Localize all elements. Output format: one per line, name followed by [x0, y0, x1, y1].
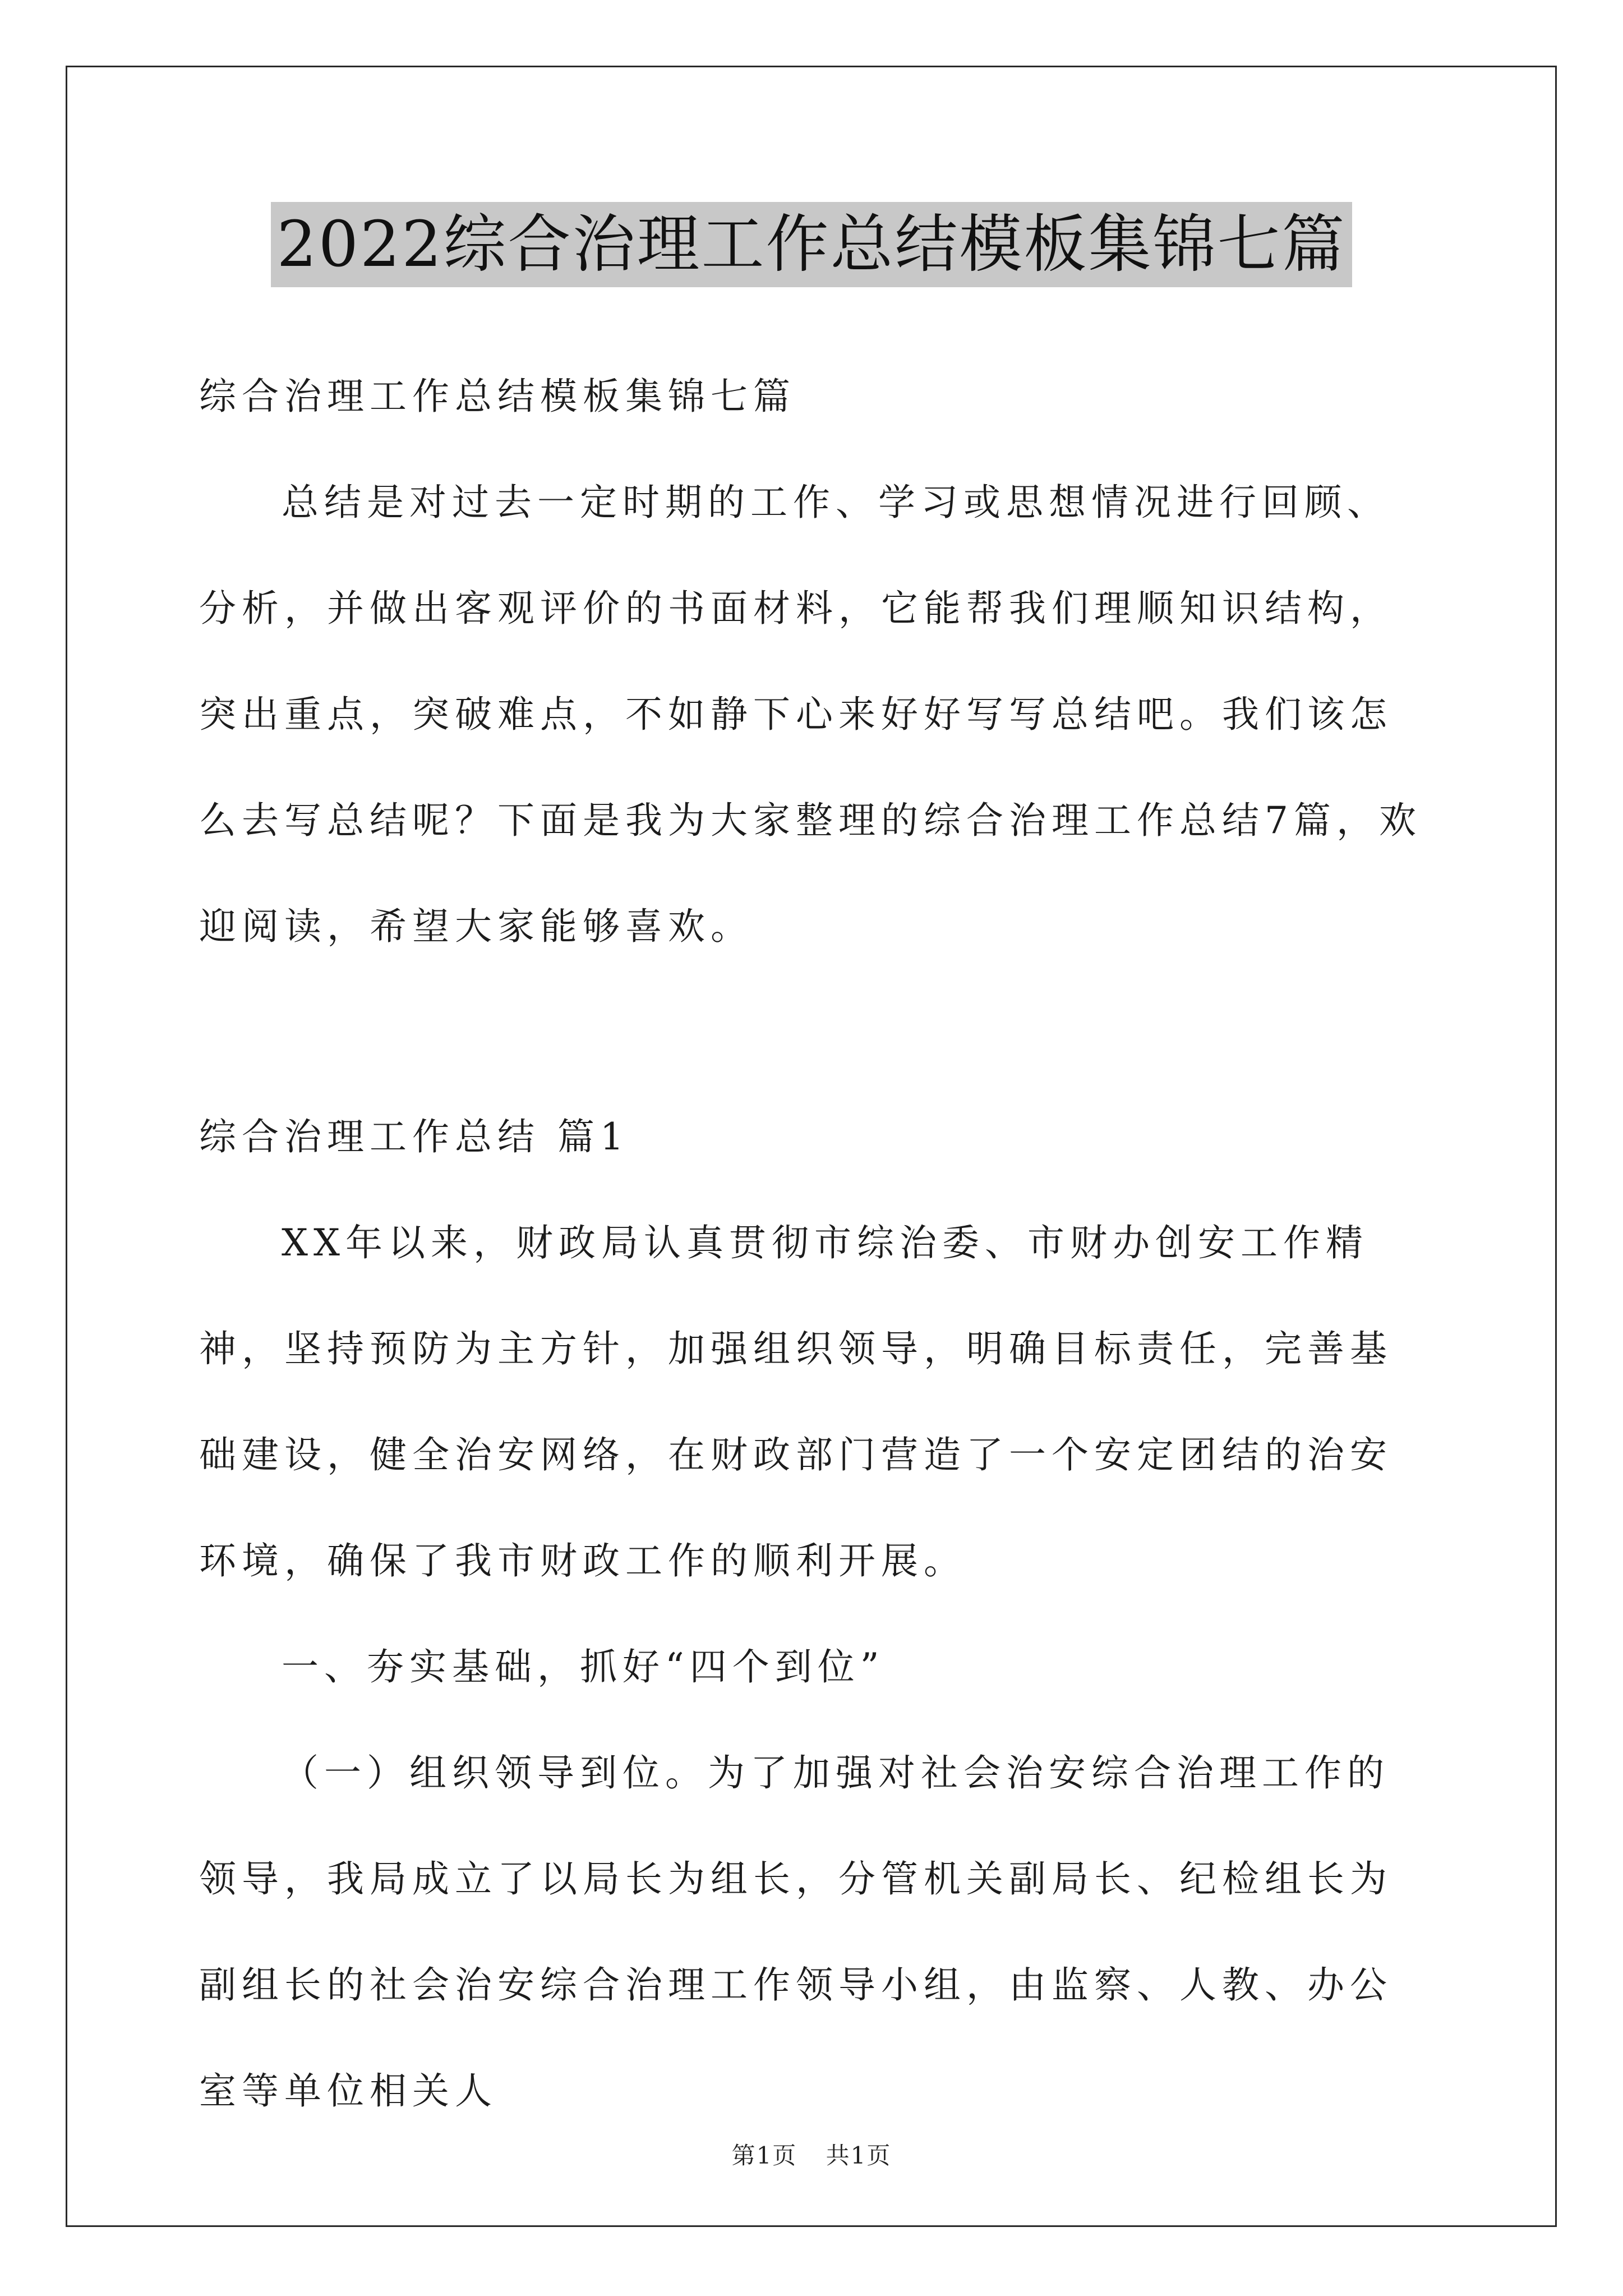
document-title: 2022综合治理工作总结模板集锦七篇	[271, 202, 1352, 287]
section-1	[199, 1084, 1430, 2144]
section-heading: 综合治理工作总结 篇1	[199, 1115, 629, 1158]
section-paragraph-1: XX年以来，财政局认真贯彻市综治委、市财办创安工作精神，坚持预防为主方针，加强组织领导，明确目标责任，完善基础建设，健全治安网络，在财政部门营造了一个安定团结的治安环境，确保了我市财政工作的顺利开展。	[199, 1221, 1393, 1582]
section-paragraph-2: （一）组织领导到位。为了加强对社会治安综合治理工作的领导，我局成立了以局长为组长，分管机关副局长、纪检组长为副组长的社会治安综合治理工作领导小组，由监察、人教、办公室等单位相关人	[199, 1751, 1393, 2113]
page-footer	[0, 2137, 1623, 2171]
document-subtitle: 综合治理工作总结模板集锦七篇	[199, 375, 796, 418]
total-pages: 共1页	[826, 2142, 892, 2169]
document-body	[199, 343, 1430, 979]
sub-heading: 一、夯实基础，抓好“四个到位”	[282, 1645, 885, 1688]
page-number: 第1页	[731, 2142, 797, 2169]
title-container	[0, 202, 1623, 287]
intro-paragraph: 总结是对过去一定时期的工作、学习或思想情况进行回顾、分析，并做出客观评价的书面材料，它能帮我们理顺知识结构，突出重点，突破难点，不如静下心来好好写写总结吧。我们该怎么去写总结呢？下面是我为大家整理的综合治理工作总结7篇，欢迎阅读，希望大家能够喜欢。	[199, 481, 1422, 948]
